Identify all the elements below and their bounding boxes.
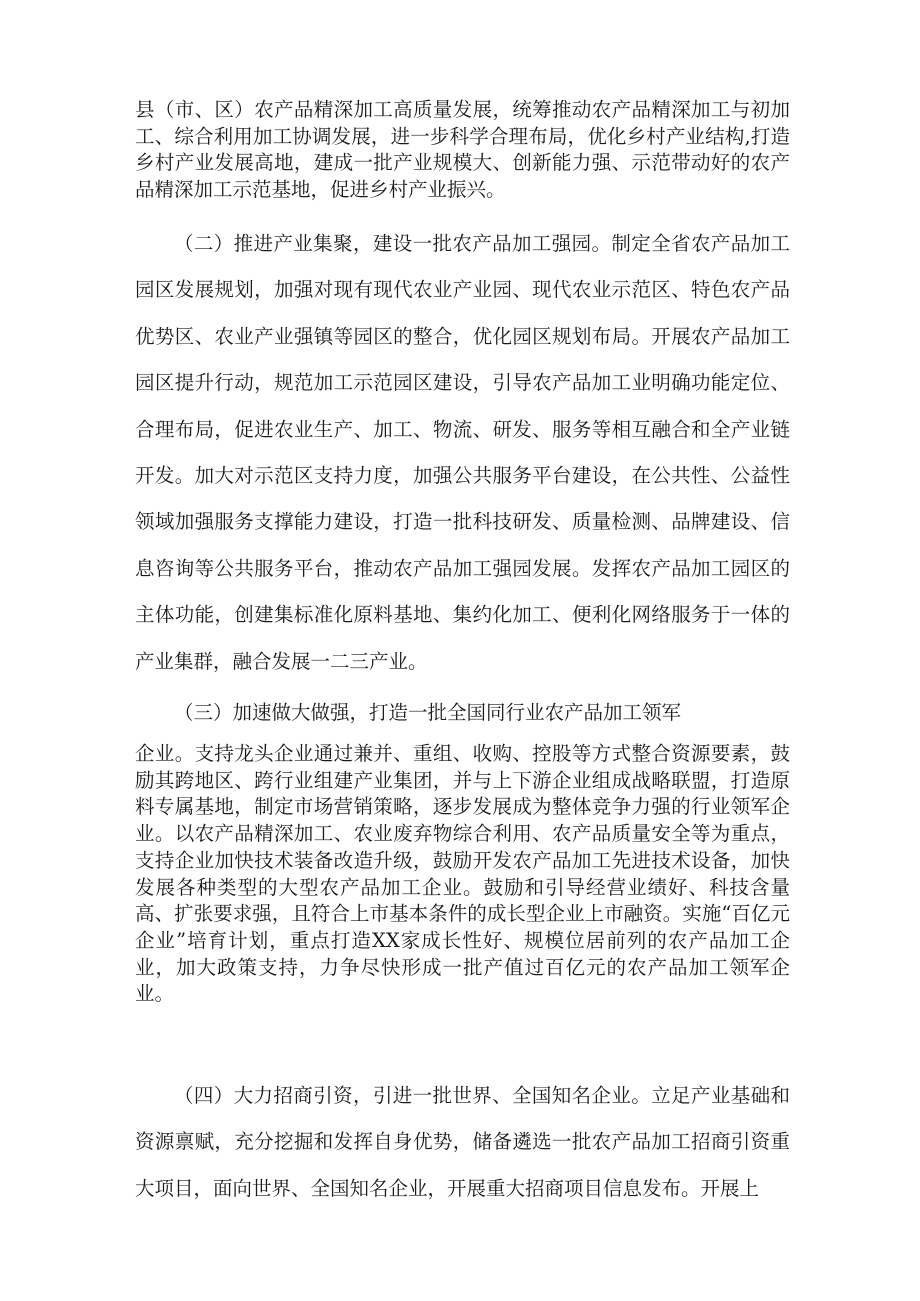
paragraph-continuation: 县（市、区）农产品精深加工高质量发展，统筹推动农产品精深加工与初加工、综合利用加工协调发展，进一步科学合理布局，优化乡村产业结构,打造乡村产业发展高地，建成一批产业规模大、创新能力强、示范带动好的农产品精深加工示范基地，促进乡村产业振兴。 xyxy=(135,98,790,202)
paragraph-section-4: （四）大力招商引资，引进一批世界、全国知名企业。立足产业基础和资源禀赋，充分挖掘和发挥自身优势，储备遴选一批农产品加工招商引资重大项目，面向世界、全国知名企业，开展重大招商项目信息发布。开展上 xyxy=(135,1084,790,1200)
paragraph-section-2: （二）推进产业集聚，建设一批农产品加工强园。制定全省农产品加工园区发展规划，加强对现有现代农业产业园、现代农业示范区、特色农产品优势区、农业产业强镇等园区的整合，优化园区规划布局。开展农产品加工园区提升行动，规范加工示范园区建设，引导农产品加工业明确功能定位、合理布局，促进农业生产、加工、物流、研发、服务等相互融合和全产业链开发。加大对示范区支持力度，加强公共服务平台建设，在公共性、公益性领域加强服务支撑能力建设，打造一批科技研发、质量检测、品牌建设、信息咨询等公共服务平台，推动农产品加工强园发展。发挥农产品加工园区的主体功能，创建集标准化原料基地、集约化加工、便利化网络服务于一体的产业集群，融合发展一二三产业。 xyxy=(135,232,790,673)
paragraph-section-3-heading: （三）加速做大做强，打造一批全国同行业农产品加工领军 xyxy=(174,701,682,724)
paragraph-section-3-body: 企业。支持龙头企业通过兼并、重组、收购、控股等方式整合资源要素，鼓励其跨地区、跨行业组建产业集团，并与上下游企业组成战略联盟，打造原料专属基地，制定市场营销策略，逐步发展成为整体竞争力强的行业领军企业。以农产品精深加工、农业废弃物综合利用、农产品质量安全等为重点，支持企业加快技术装备改造升级，鼓励开发农产品加工先进技术设备，加快发展各种类型的大型农产品加工企业。鼓励和引导经营业绩好、科技含量高、扩张要求强，且符合上市基本条件的成长型企业上市融资。实施“百亿元企业”培育计划，重点打造XX家成长性好、规模位居前列的农产品加工企业，加大政策支持，力争尽快形成一批产值过百亿元的农产品加工领军企业。 xyxy=(135,742,790,1006)
